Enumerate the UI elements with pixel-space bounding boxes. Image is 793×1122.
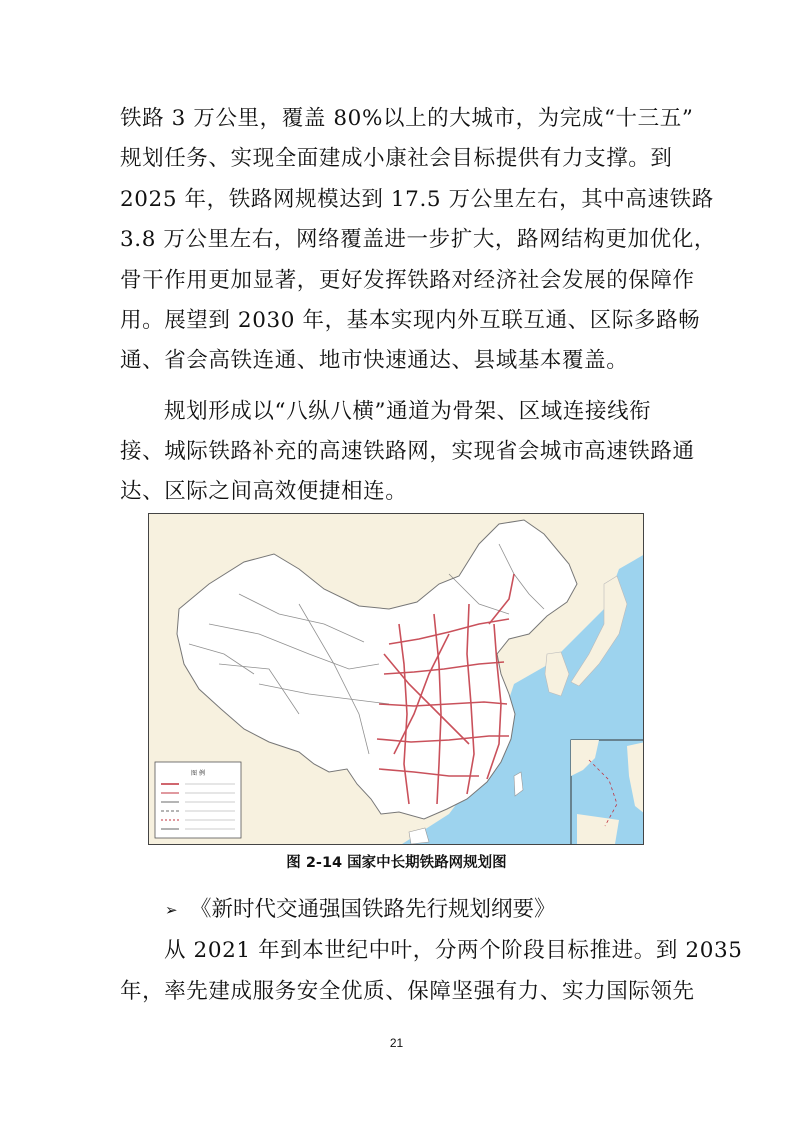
- text-line: 骨干作用更加显著，更好发挥铁路对经济社会发展的保障作: [120, 268, 695, 293]
- bullet-heading: 《新时代交通强国铁路先行规划纲要》: [190, 897, 556, 922]
- text-line: 规划形成以“八纵八横”通道为骨架、区域连接线衔: [164, 399, 652, 424]
- map-legend: [155, 762, 241, 838]
- legend-title: 图 例: [191, 770, 205, 777]
- bullet-arrow-icon: ➢: [165, 901, 178, 919]
- text-line: 3.8 万公里左右，网络覆盖进一步扩大，路网结构更加优化，: [120, 227, 716, 252]
- text-line: 规划任务、实现全面建成小康社会目标提供有力支撑。到: [120, 146, 673, 171]
- text-line: 通、省会高铁连通、地市快速通达、县域基本覆盖。: [120, 348, 629, 373]
- figure-caption: 图 2-14 国家中长期铁路网规划图: [286, 855, 507, 871]
- text-line: 2025 年，铁路网规模达到 17.5 万公里左右，其中高速铁路: [120, 187, 714, 212]
- taiwan-land: [514, 772, 523, 796]
- railway-map: [149, 514, 644, 845]
- text-line: 达、区际之间高效便捷相连。: [120, 479, 408, 504]
- page-number: 21: [389, 1036, 404, 1050]
- text-line: 年，率先建成服务安全优质、保障坚强有力、实力国际领先: [120, 979, 695, 1004]
- text-line: 接、城际铁路补充的高速铁路网，实现省会城市高速铁路通: [120, 439, 695, 464]
- south-china-sea-inset: [571, 740, 644, 845]
- railway-map-figure: [148, 513, 644, 845]
- korea-land: [545, 652, 569, 696]
- text-line: 铁路 3 万公里，覆盖 80%以上的大城市，为完成“十三五”: [120, 106, 694, 131]
- text-line: 用。展望到 2030 年，基本实现内外互联互通、区际多路畅: [120, 308, 701, 333]
- text-line: 从 2021 年到本世纪中叶，分两个阶段目标推进。到 2035: [164, 938, 743, 963]
